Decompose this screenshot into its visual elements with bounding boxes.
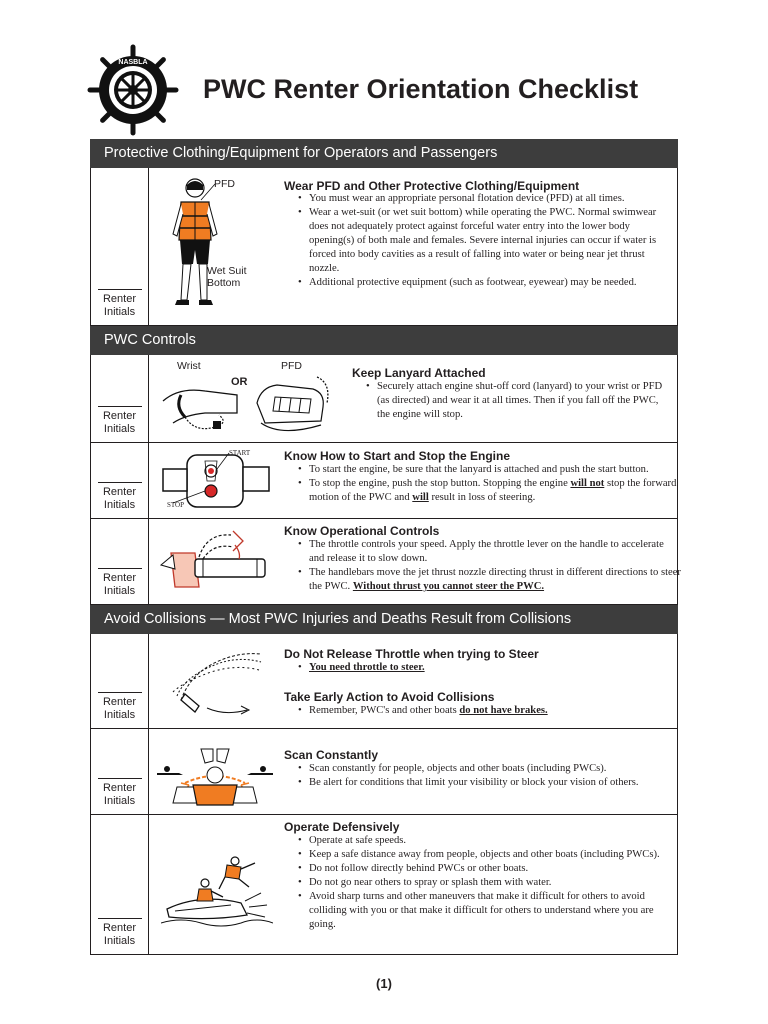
- checklist-row-operate-defensively: [90, 815, 678, 955]
- person-pfd-illustration: [167, 174, 227, 314]
- label-start: START: [229, 449, 251, 457]
- bullets-wear-pfd: • You must wear an appropriate personal flotation device (PFD) at all times. • Wear a wet-suit (or wet suit bottom) while operating the PWC. Normal swimwear does not adequately protect against forceful water entry into the lower body opening(s) of both male and females. Severe internal injuries can occur if water is forced into body cavities as a result of falling into water or being near jet thrust nozzle. • Additional protective equipment (such as footwear, eyewear) may be needed.: [296, 192, 671, 290]
- pwc-wake-illustration: [161, 642, 267, 718]
- bullets-start-stop: • To start the engine, be sure that the lanyard is attached and push the start button. • To stop the engine, push the stop button. Stopping the engine will not stop the forward motion of the PWC and will result in loss of steering.: [296, 463, 681, 505]
- bullets-throttle-steer: • You need throttle to steer.: [296, 661, 671, 675]
- section-bar-collisions: Avoid Collisions — Most PWC Injuries and Deaths Result from Collisions: [90, 605, 678, 634]
- renter-initials[interactable]: Renter Initials: [91, 289, 148, 319]
- renter-initials[interactable]: Renter Initials: [91, 778, 148, 808]
- pfd-pointer-line: [199, 182, 217, 202]
- section-bar-protective: Protective Clothing/Equipment for Operators and Passengers: [90, 139, 678, 168]
- heading-operational-controls: Know Operational Controls: [284, 524, 440, 538]
- throttle-handle-illustration: [159, 525, 271, 593]
- section-bar-controls: PWC Controls: [90, 326, 678, 355]
- logo-text: NASBLA: [118, 59, 148, 66]
- renter-initials[interactable]: Renter Initials: [91, 482, 148, 512]
- heading-start-stop: Know How to Start and Stop the Engine: [284, 449, 510, 463]
- checklist-row-throttle-steer: [90, 634, 678, 729]
- label-wrist: Wrist: [177, 360, 201, 372]
- bullets-operate-defensively: • Operate at safe speeds. • Keep a safe distance away from people, objects and other boats (including PWCs). • Do not follow directly behind PWCs or other boats. • Do not go near others to spray or splash them with water. • Avoid sharp turns and other maneuvers that make it difficult for others to avoid colliding with you or that make it difficult for others to understand where you are going.: [296, 834, 671, 932]
- nasbla-helm-logo: [87, 44, 179, 136]
- heading-wear-pfd: Wear PFD and Other Protective Clothing/Equipment: [284, 179, 580, 193]
- checklist-row-scan: [90, 729, 678, 815]
- renter-initials[interactable]: Renter Initials: [91, 918, 148, 948]
- heading-operate-defensively: Operate Defensively: [284, 820, 400, 834]
- label-pfd-lanyard: PFD: [281, 360, 302, 372]
- label-wet-suit: Wet Suit Bottom: [207, 265, 247, 289]
- label-pfd: PFD: [214, 178, 235, 190]
- label-or: OR: [231, 376, 248, 388]
- pwc-collision-illustration: [161, 853, 273, 933]
- checklist-row-operational-controls: [90, 519, 681, 605]
- bullets-scan: • Scan constantly for people, objects and other boats (including PWCs). • Be alert for conditions that limit your visibility or block your vision of others.: [296, 762, 681, 790]
- checklist-row-lanyard: [90, 355, 678, 443]
- pfd-lanyard-illustration: [251, 373, 333, 439]
- checklist-row-pfd: [90, 168, 678, 326]
- wrist-lanyard-illustration: [159, 373, 241, 437]
- heading-early-action: Take Early Action to Avoid Collisions: [284, 690, 495, 704]
- checklist-row-start-stop: [90, 443, 678, 519]
- heading-lanyard: Keep Lanyard Attached: [352, 366, 486, 380]
- bullets-operational-controls: • The throttle controls your speed. Apply the throttle lever on the handle to accelerate and release it to slow down. • The handlebars move the jet thrust nozzle directing thrust in different directions to steer the PWC. Without thrust you cannot steer the PWC.: [296, 538, 681, 594]
- heading-throttle-steer: Do Not Release Throttle when trying to Steer: [284, 647, 539, 661]
- bullets-early-action: • Remember, PWC's and other boats do not have brakes.: [296, 704, 671, 718]
- label-stop: STOP: [167, 501, 184, 509]
- renter-initials[interactable]: Renter Initials: [91, 568, 148, 598]
- scan-operator-illustration: [155, 743, 275, 807]
- bullets-lanyard: • Securely attach engine shut-off cord (lanyard) to your wrist or PFD (as directed) and wear it at all times. Then if you fall off the PWC, the engine will stop.: [364, 380, 669, 422]
- page-number: (1): [376, 976, 392, 991]
- renter-initials[interactable]: Renter Initials: [91, 692, 148, 722]
- heading-scan: Scan Constantly: [284, 748, 379, 762]
- renter-initials[interactable]: Renter Initials: [91, 406, 148, 436]
- page-title: PWC Renter Orientation Checklist: [203, 74, 639, 104]
